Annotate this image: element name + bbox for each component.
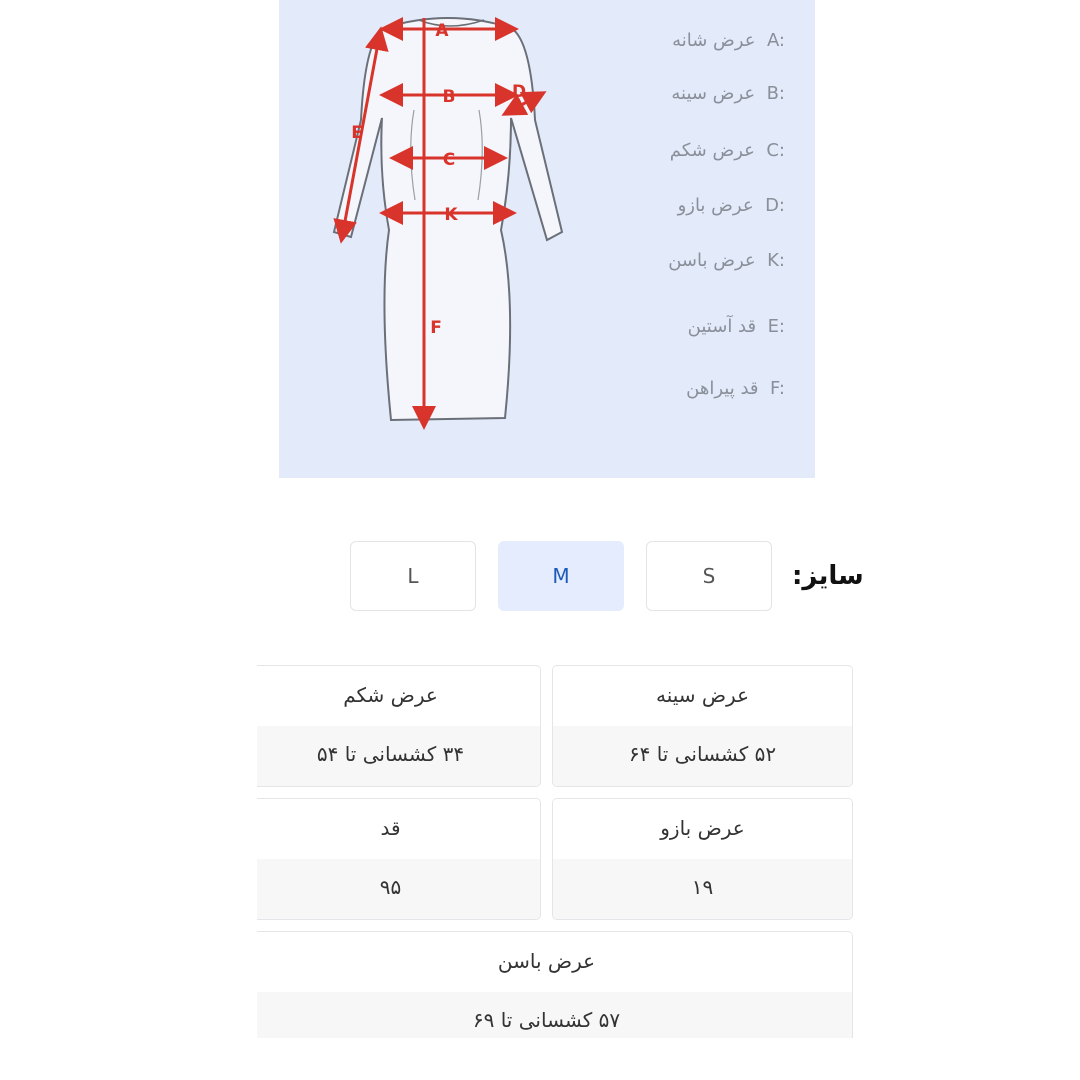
legend-name: قد آستین [687, 316, 757, 337]
measurement-cell-length [240, 798, 541, 920]
legend-key: K: [767, 250, 785, 271]
letter-b: B [442, 87, 456, 107]
legend-name: عرض شانه [672, 30, 756, 51]
measurement-title: عرض سینه [553, 666, 852, 726]
dress-diagram [279, 0, 815, 478]
measurement-value: ۵۲ کشسانی تا ۶۴ [553, 726, 852, 786]
legend-item-e [688, 313, 785, 341]
letter-c: C [442, 150, 456, 170]
legend-item-k [668, 247, 785, 275]
bottom-clip [0, 1038, 1080, 1080]
legend-key: A: [766, 30, 785, 51]
legend-item-c [670, 137, 785, 165]
measurement-cell-waist [240, 665, 541, 787]
measurement-value: ۳۴ کشسانی تا ۵۴ [241, 726, 540, 786]
legend-key: E: [767, 316, 785, 337]
measurement-title: عرض باسن [241, 932, 852, 992]
legend-name: عرض شکم [669, 140, 755, 161]
measurement-title: قد [241, 799, 540, 859]
measurement-title: عرض بازو [553, 799, 852, 859]
measurement-value: ۹۵ [241, 859, 540, 919]
legend-name: عرض سینه [671, 83, 756, 104]
size-label: سایز: [792, 561, 864, 591]
measurement-value: ۱۹ [553, 859, 852, 919]
legend-key: C: [766, 140, 785, 161]
measurement-cell-arm [552, 798, 853, 920]
legend-name: عرض باسن [668, 250, 756, 271]
size-option-m[interactable]: M [498, 541, 624, 611]
legend-key: B: [766, 83, 785, 104]
measurement-cell-chest [552, 665, 853, 787]
measurement-title: عرض شکم [241, 666, 540, 726]
legend-item-a [672, 27, 785, 55]
legend-item-f [686, 375, 785, 403]
left-clip [0, 650, 257, 1080]
legend-key: D: [765, 195, 785, 216]
measurement-value: ۵۷ کشسانی تا ۶۹ [241, 992, 852, 1052]
legend-name: قد پیراهن [686, 378, 759, 399]
letter-d: D [511, 82, 527, 102]
legend-item-d [678, 192, 785, 220]
letter-a: A [435, 21, 449, 41]
legend-key: F: [769, 378, 785, 399]
size-option-s[interactable]: S [646, 541, 772, 611]
measurement-cell-hip [240, 931, 853, 1053]
letter-f: F [430, 318, 442, 338]
legend-name: عرض بازو [677, 195, 754, 216]
size-option-l[interactable]: L [350, 541, 476, 611]
letter-e: E [351, 123, 363, 143]
legend-item-b [671, 80, 785, 108]
letter-k: K [444, 205, 458, 225]
size-guide-image [279, 0, 815, 478]
